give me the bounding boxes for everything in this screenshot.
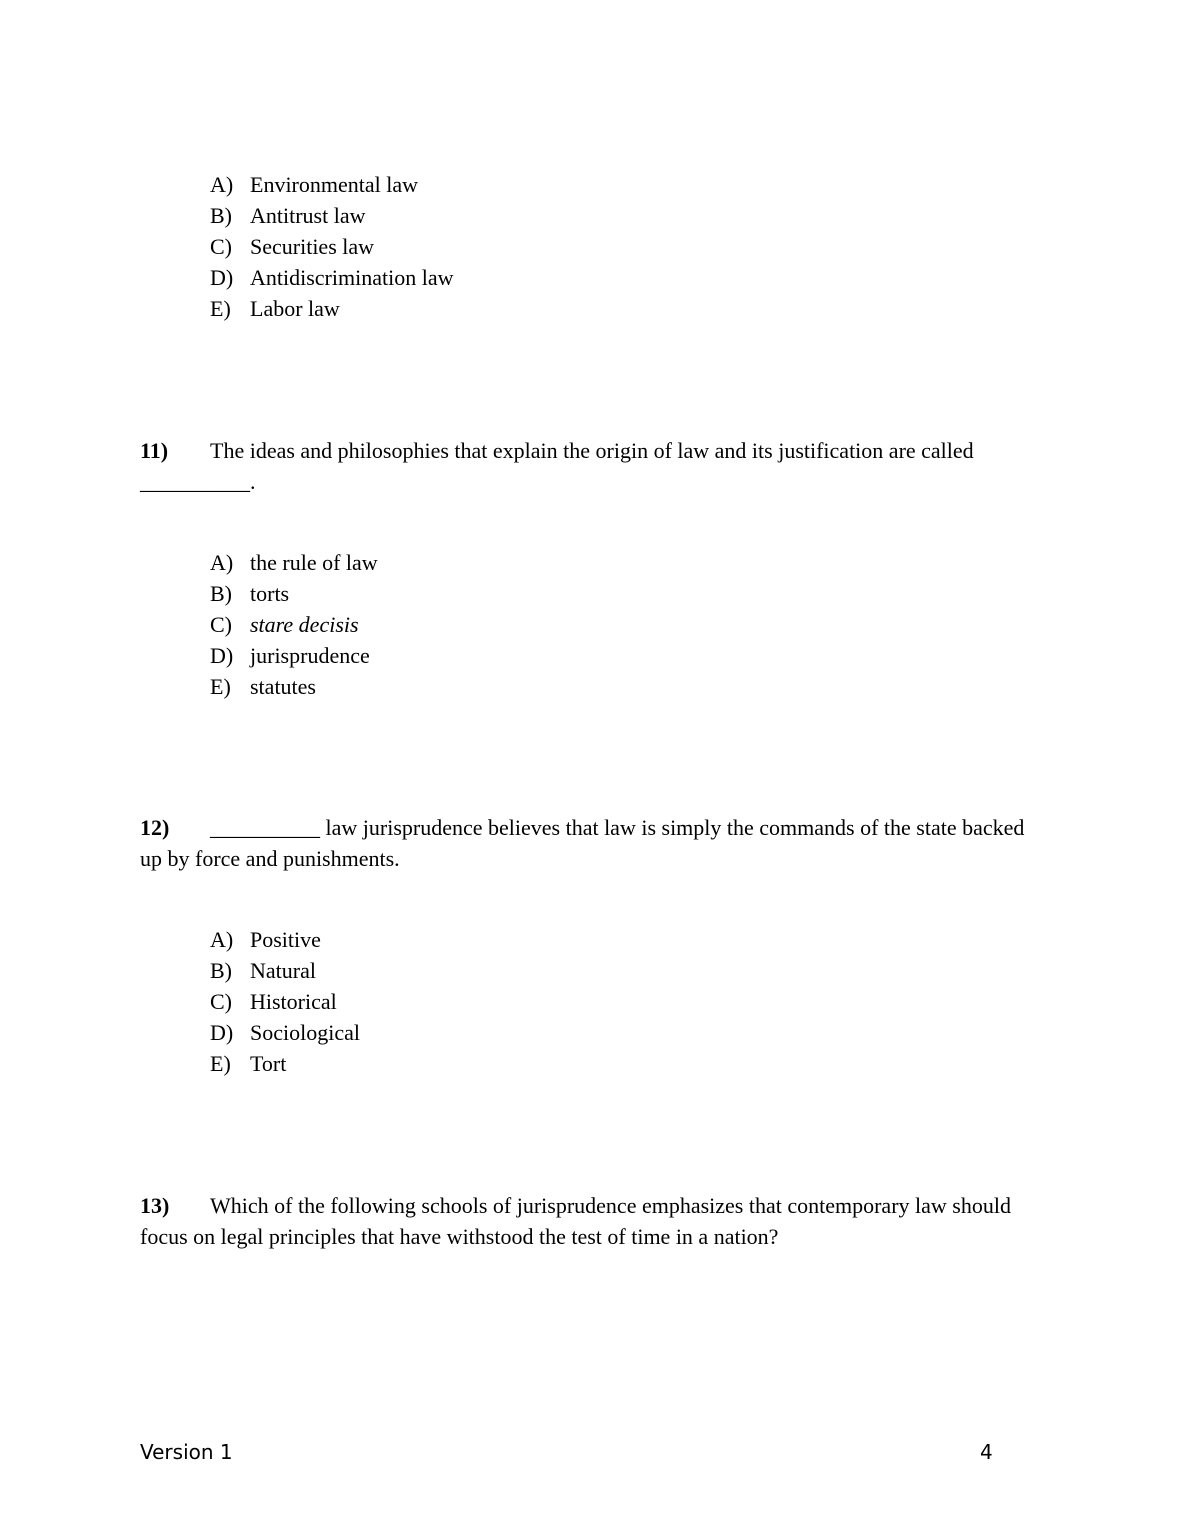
question-11 xyxy=(140,435,1030,497)
q11-options xyxy=(210,547,378,702)
option-letter: B) xyxy=(210,581,232,606)
option-letter: C) xyxy=(210,234,232,259)
question-text: The ideas and philosophies that explain the origin of law and its justification are called __________. xyxy=(140,438,974,494)
option-letter: D) xyxy=(210,1020,234,1045)
option-letter: E) xyxy=(210,1051,231,1076)
question-number: 12) xyxy=(140,815,170,840)
q11-option-a xyxy=(210,547,378,578)
q11-option-c xyxy=(210,609,378,640)
option-text: Historical xyxy=(250,989,337,1014)
option-text: Labor law xyxy=(250,296,340,321)
option-text: jurisprudence xyxy=(250,643,370,668)
q11-option-d xyxy=(210,640,378,671)
option-letter: E) xyxy=(210,674,231,699)
q10-options xyxy=(210,169,453,324)
question-12 xyxy=(140,812,1030,874)
option-letter: E) xyxy=(210,296,231,321)
q10-option-d xyxy=(210,262,453,293)
option-letter: A) xyxy=(210,927,234,952)
option-text: Natural xyxy=(250,958,316,983)
q10-option-c xyxy=(210,231,453,262)
option-letter: B) xyxy=(210,203,232,228)
question-text: __________ law jurisprudence believes that law is simply the commands of the state backed up by force and punishments. xyxy=(140,815,1025,871)
q12-option-c xyxy=(210,986,360,1017)
option-letter: B) xyxy=(210,958,232,983)
q10-option-a xyxy=(210,169,453,200)
q10-option-b xyxy=(210,200,453,231)
option-text: torts xyxy=(250,581,290,606)
q12-option-d xyxy=(210,1017,360,1048)
option-text: Antitrust law xyxy=(250,203,366,228)
q11-option-e xyxy=(210,671,378,702)
question-number: 13) xyxy=(140,1193,170,1218)
q12-options xyxy=(210,924,360,1079)
option-text: Tort xyxy=(250,1051,287,1076)
question-number: 11) xyxy=(140,438,169,463)
option-text: the rule of law xyxy=(250,550,378,575)
option-letter: D) xyxy=(210,643,234,668)
option-text: Environmental law xyxy=(250,172,419,197)
q12-option-a xyxy=(210,924,360,955)
option-text: Securities law xyxy=(250,234,375,259)
option-letter: A) xyxy=(210,172,234,197)
option-text: Sociological xyxy=(250,1020,360,1045)
option-text: statutes xyxy=(250,674,316,699)
option-letter: D) xyxy=(210,265,234,290)
option-text: Positive xyxy=(250,927,321,952)
option-letter: C) xyxy=(210,612,232,637)
option-text: stare decisis xyxy=(250,612,359,637)
question-13 xyxy=(140,1190,1030,1252)
q12-option-e xyxy=(210,1048,360,1079)
question-text: Which of the following schools of jurisprudence emphasizes that contemporary law should focus on legal principles that have withstood the test of time in a nation? xyxy=(140,1193,1011,1249)
q10-option-e xyxy=(210,293,453,324)
footer-page-number: 4 xyxy=(980,1440,993,1464)
q11-option-b xyxy=(210,578,378,609)
option-text: Antidiscrimination law xyxy=(250,265,454,290)
option-letter: A) xyxy=(210,550,234,575)
q12-option-b xyxy=(210,955,360,986)
option-letter: C) xyxy=(210,989,232,1014)
footer-version: Version 1 xyxy=(140,1440,233,1464)
